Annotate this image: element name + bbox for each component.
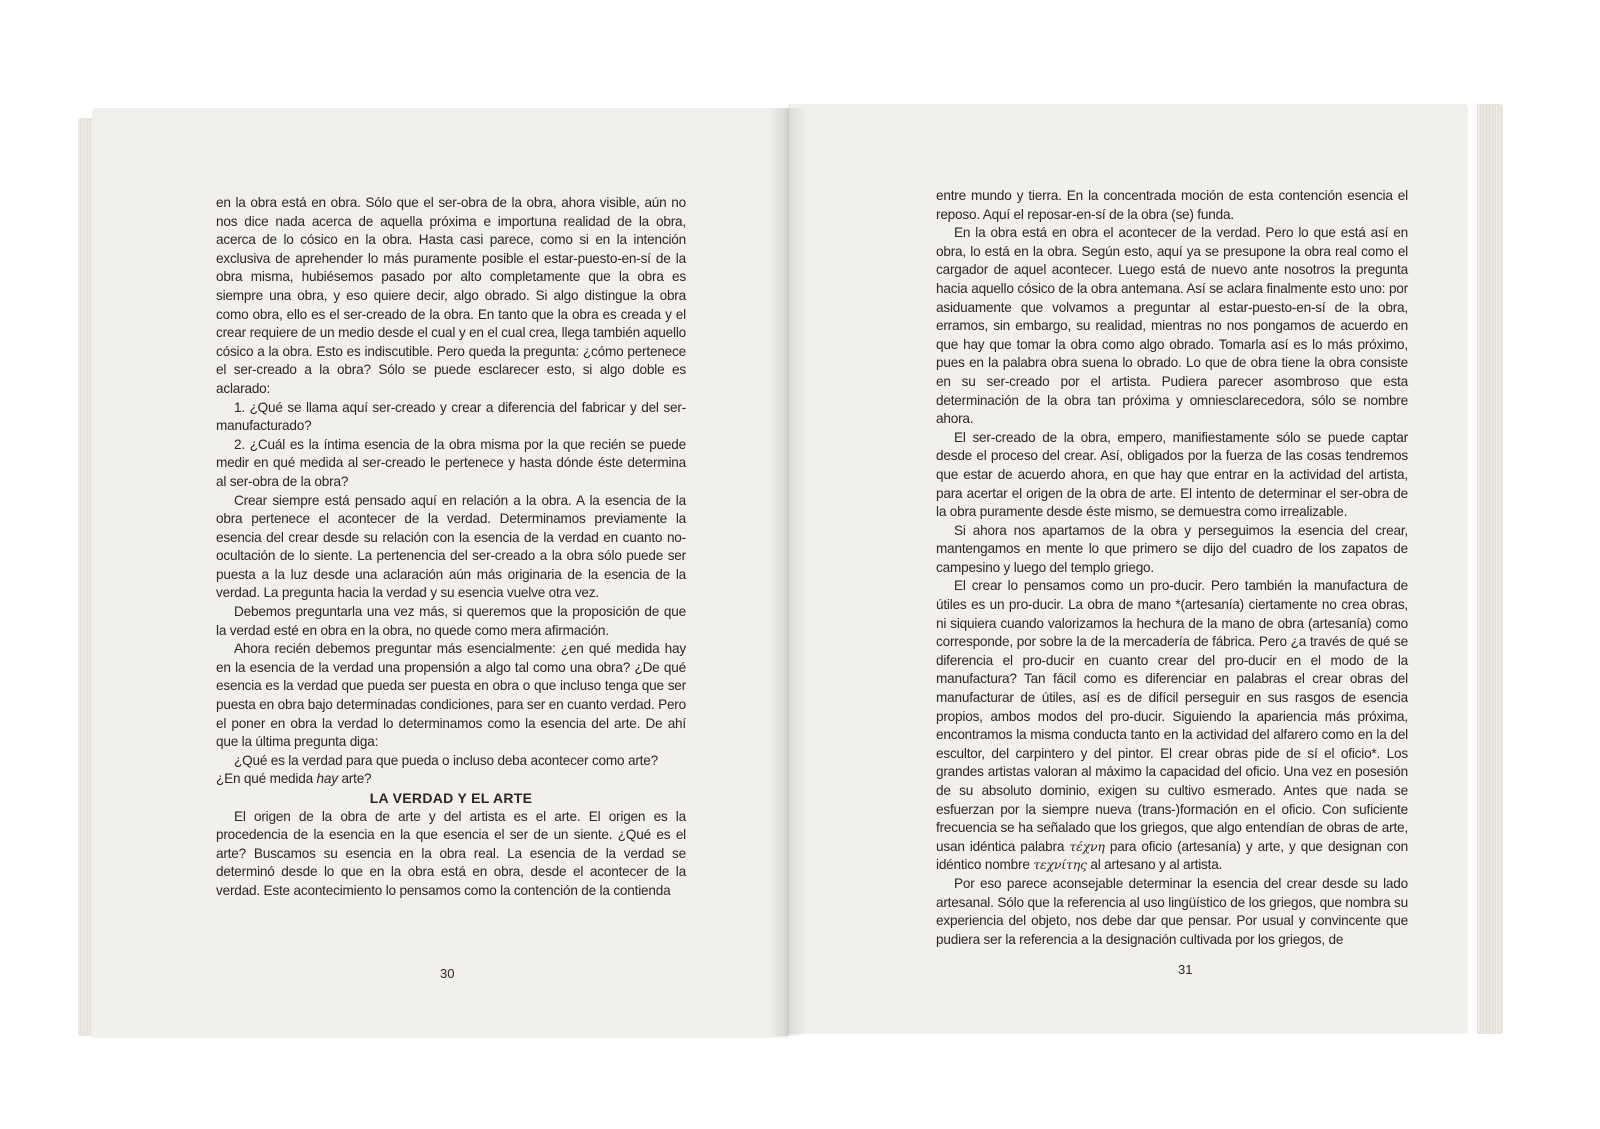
greek-word: τεχνίτης [1033, 857, 1087, 873]
paragraph: Por eso parece aconsejable determinar la esencia del crear desde su lado artesanal. Sólo que la referencia al uso lingüístico de los griegos, que nombra su experiencia del objeto, nos debe dar que pensar. Por usual y convincente que pudiera ser la referencia a la designación cultivada por los griegos, de [936, 875, 1408, 947]
right-page-text [936, 187, 1408, 949]
paragraph: entre mundo y tierra. En la concentrada moción de esta contención esencia el reposo. Aquí el reposar-en-sí de la obra (se) funda. [936, 188, 1408, 222]
paragraph: Debemos preguntarla una vez más, si queremos que la proposición de que la verdad esté en obra en la obra, no quede como mera afirmación. [216, 604, 686, 638]
text-run: al artesano y al artista. [1090, 857, 1223, 873]
left-page-text [216, 194, 686, 901]
text-run: arte? [341, 771, 372, 787]
right-page-edges [1477, 104, 1503, 1034]
paragraph: En la obra está en obra el acontecer de la verdad. Pero lo que está así en obra, lo está en la obra. Según esto, aquí ya se presupone la obra real como el cargador de aquel acontecer. Luego está de nuevo ante nosotros la pregunta hacia aquello cósico de la obra antemana. Así se aclara finalmente esto uno: por asiduamente que volvamos a preguntar al estar-puesto-en-sí de la obra, erramos, sin embargo, su realidad, mientras no nos pongamos de acuerdo en que hay que tomar la obra como algo obrado. Tomarla así es lo más próximo, pues en la palabra obra suena lo obrado. Lo que de obra tiene la obra consiste en su ser-creado por el artista. Pudiera parecer asombroso que esta determinación de la obra tan próxima y omniesclarecedora, sólo se nombre ahora. [936, 225, 1408, 427]
paragraph: El origen de la obra de arte y del artista es el arte. El origen es la procedencia de la esencia en la que esencia el ser de un siente. ¿Qué es el arte? Buscamos su esencia en la obra real. La esencia de la verdad se determinó desde lo que en la obra está en obra, desde el acontecer de la verdad. Este acontecimiento lo pensamos como la contención de la contienda [216, 808, 686, 898]
paragraph [216, 770, 686, 789]
page-number: 31 [1178, 962, 1193, 977]
paragraph [936, 577, 1408, 875]
paragraph: El ser-creado de la obra, empero, manifiestamente sólo se puede captar desde el proceso del crear. Así, obligados por la fuerza de las cosas tendremos que estar de acuerdo ahora, en que hay que entrar en la actividad del artista, para acertar el origen de la obra de arte. El intento de determinar el ser-obra de la obra puramente desde éste mismo, se demuestra como irrealizable. [936, 429, 1408, 520]
list-item: 2. ¿Cuál es la íntima esencia de la obra misma por la que recién se puede medir en qué medida al ser-creado le pertenece y hasta dónde éste determina al ser-obra de la obra? [216, 436, 686, 489]
book-gutter [768, 108, 808, 1036]
section-heading: LA VERDAD Y EL ARTE [369, 790, 533, 806]
left-page [92, 108, 788, 1038]
emphasis: hay [316, 771, 338, 787]
paragraph: Ahora recién debemos preguntar más esencialmente: ¿en qué medida hay en la esencia de la verdad una propensión a algo tal como una obra? ¿De qué esencia es la verdad que pueda ser puesta en obra o que incluso tenga que ser puesta en obra bajo determinadas condiciones, para ser en cuanto verdad. Pero el poner en obra la verdad lo determinamos como la esencia del arte. De ahí que la última pregunta diga: [216, 641, 686, 750]
text-run: para oficio (artesanía) y arte, y que designan con idéntico nombre [936, 838, 1409, 873]
list-item: 1. ¿Qué se llama aquí ser-creado y crear a diferencia del fabricar y del ser-manufacturado? [216, 399, 686, 434]
right-page [788, 104, 1468, 1034]
paragraph: Si ahora nos apartamos de la obra y perseguimos la esencia del crear, mantengamos en mente lo que primero se dijo del cuadro de los zapatos de campesino y luego del templo griego. [936, 522, 1408, 575]
text-run: El crear lo pensamos como un pro-ducir. Pero también la manufactura de útiles es un pro-ducir. La obra de mano *(artesanía) ciertamente no crea obras, ni siquiera cuando valorizamos la hechura de la mano de obra (artesanía) como corresponde, por sobre la de la mercadería de fábrica. Pero ¿a través de qué se diferencia el pro-ducir en cuanto crear del pro-ducir en el modo de la manufactura? Tan fácil como es diferenciar en palabras el crear obras del manufacturar de útiles, así es de difícil perseguir en sus rasgos de esencia propios, ambos modos del pro-ducir. Siguiendo la apariencia más próxima, encontramos la misma conducta tanto en la actividad del alfarero como en la del escultor, del carpintero y del pintor. El crear obras pide de sí el oficio*. Los grandes artistas valoran al máximo la capacidad del oficio. Una vez en posesión de su absoluto dominio, exigen su cultivo esmerado. Antes que nada se esfuerzan por la siempre nueva (trans-)formación en el oficio. Con suficiente frecuencia se ha señalado que los griegos, que algo entendían de obras de arte, usan idéntica palabra [936, 578, 1408, 854]
open-book [78, 104, 1503, 1039]
page-number: 30 [440, 966, 455, 981]
paragraph: en la obra está en obra. Sólo que el ser-obra de la obra, ahora visible, aún no nos dice nada acerca de aquella próxima e importuna realidad de la obra, acerca de lo cósico en la obra. Hasta casi parece, como si en la intención exclusiva de aprehender lo más puramente posible el estar-puesto-en-sí de la obra misma, hubiésemos pasado por alto completamente que la obra es siempre una obra, y eso quiere decir, algo obrado. Si algo distingue la obra como obra, ello es el ser-creado de la obra. En tanto que la obra es creada y el crear requiere de un medio desde el cual y en el cual crea, llega también aquello cósico a la obra. Esto es indiscutible. Pero queda la pregunta: ¿cómo pertenece el ser-creado a la obra? Sólo se puede esclarecer esto, si algo doble es aclarado: [216, 195, 686, 396]
text-run: ¿En qué medida [216, 771, 313, 787]
paragraph: Crear siempre está pensado aquí en relación a la obra. A la esencia de la obra pertenece el acontecer de la verdad. Determinamos previamente la esencia del crear desde su relación con la esencia de la verdad en cuanto no-ocultación de lo siente. La pertenencia del ser-creado a la obra sólo puede ser puesta a la luz desde una aclaración aún más originaria de la esencia de la verdad. La pregunta hacia la verdad y su esencia vuelve otra vez. [216, 492, 686, 601]
greek-word: τέχνη [1069, 838, 1105, 854]
paragraph: ¿Qué es la verdad para que pueda o incluso deba acontecer como arte? [234, 752, 658, 768]
